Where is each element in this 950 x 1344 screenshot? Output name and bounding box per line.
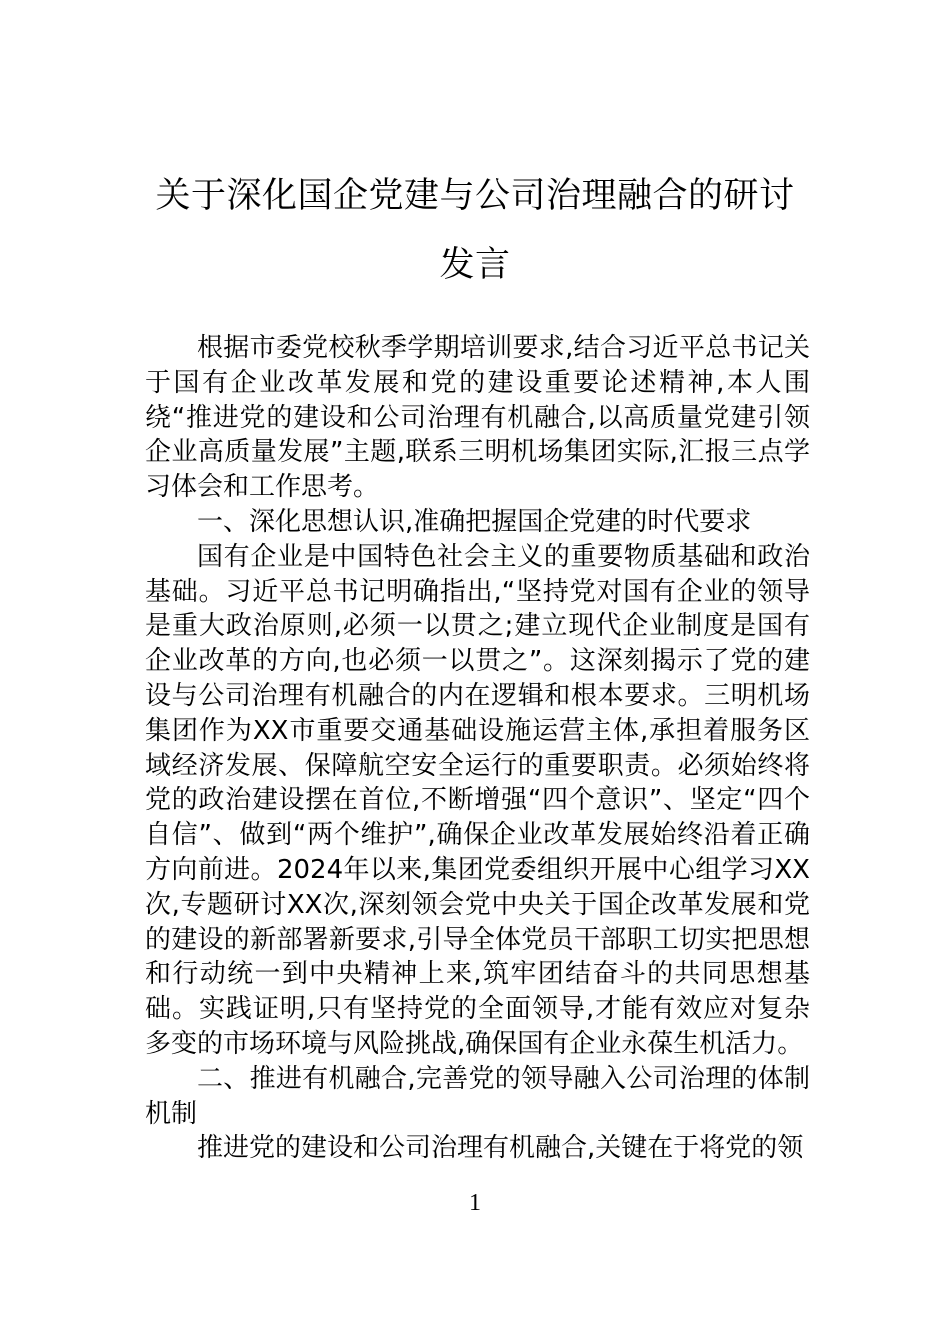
section-heading-2: 二、推进有机融合,完善党的领导融入公司治理的体制机制 (145, 1063, 810, 1129)
section-2-paragraph: 推进党的建设和公司治理有机融合,关键在于将党的领 (197, 1133, 804, 1164)
intro-paragraph: 根据市委党校秋季学期培训要求,结合习近平总书记关于国有企业改革发展和党的建设重要论述精神,本人围绕“推进党的建设和公司治理有机融合,以高质量党建引领企业高质量发展”主题,联系三明机场集团实际,汇报三点学习体会和工作思考。 (145, 333, 810, 503)
section-heading-1: 一、深化思想认识,准确把握国企党建的时代要求 (197, 506, 752, 537)
section-1-paragraph: 国有企业是中国特色社会主义的重要物质基础和政治基础。习近平总书记明确指出,“坚持党对国有企业的领导是重大政治原则,必须一以贯之;建立现代企业制度是国有企业改革的方向,也必须一以贯之”。这深刻揭示了党的建设与公司治理有机融合的内在逻辑和根本要求。三明机场集团作为XX市重要交通基础设施运营主体,承担着服务区域经济发展、保障航空安全运行的重要职责。必须始终将党的政治建设摆在首位,不断增强“四个意识”、坚定“四个自信”、做到“两个维护”,确保企业改革发展始终沿着正确方向前进。2024年以来,集团党委组织开展中心组学习XX次,专题研讨XX次,深刻领会党中央关于国企改革发展和党的建设的新部署新要求,引导全体党员干部职工切实把思想和行动统一到中央精神上来,筑牢团结奋斗的共同思想基础。实践证明,只有坚持党的全面领导,才能有效应对复杂多变的市场环境与风险挑战,确保国有企业永葆生机活力。 (145, 541, 810, 1059)
document-title-line-1: 关于深化国企党建与公司治理融合的研讨 (155, 176, 795, 216)
document-body (145, 331, 810, 1166)
document-title-line-2: 发言 (439, 245, 511, 285)
page-number: 1 (469, 1190, 481, 1216)
